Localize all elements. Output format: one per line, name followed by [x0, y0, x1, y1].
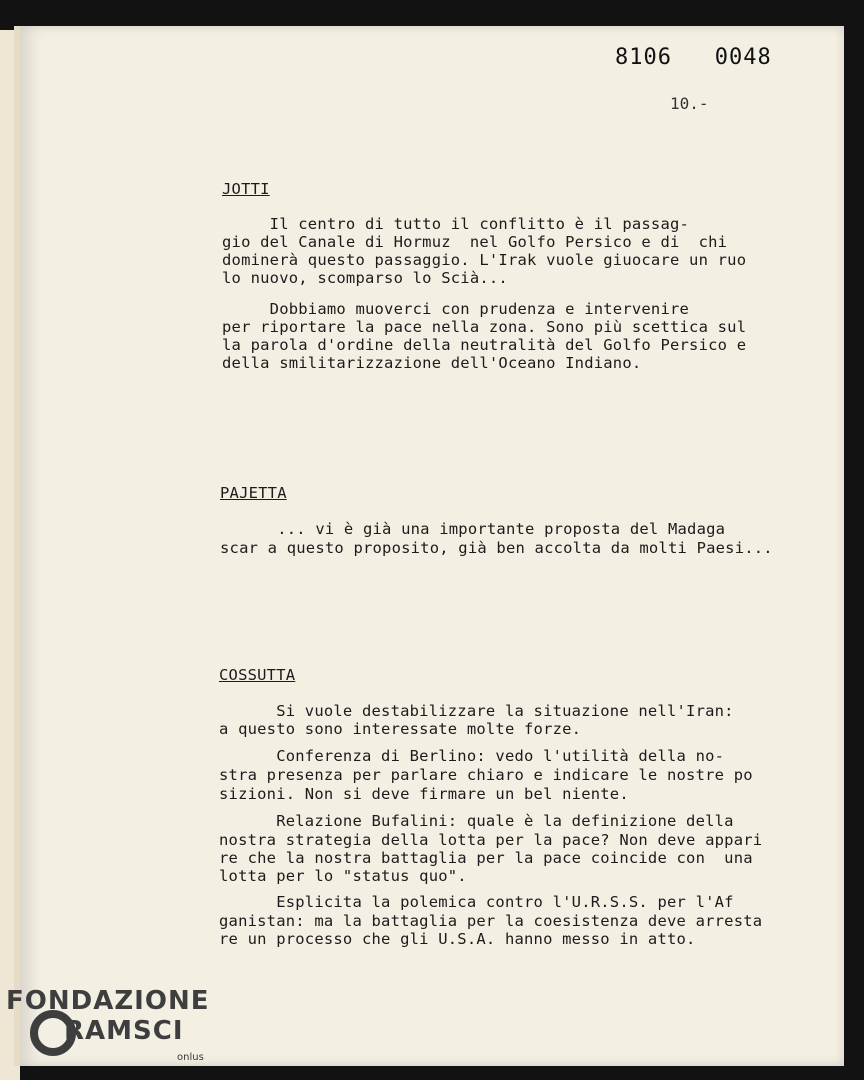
text-line: scar a questo proposito, già ben accolta da molti Paesi...	[220, 539, 773, 557]
text-line: Il centro di tutto il conflitto è il passag-	[222, 215, 690, 233]
speaker-cossutta: COSSUTTA	[219, 666, 296, 684]
text-line: re che la nostra battaglia per la pace coincide con una	[219, 849, 753, 867]
text-line: Conferenza di Berlino: vedo l'utilità della no-	[219, 747, 725, 765]
text-line: della smilitarizzazione dell'Oceano Indiano.	[222, 354, 642, 372]
speaker-pajetta: PAJETTA	[220, 484, 287, 502]
text-line: sizioni. Non si deve firmare un bel niente.	[219, 785, 629, 803]
text-line: Si vuole destabilizzare la situazione nell'Iran:	[219, 702, 734, 720]
page-number: 10.-	[670, 94, 709, 113]
text-line: ganistan: ma la battaglia per la coesistenza deve arresta	[219, 912, 763, 930]
text-line: la parola d'ordine della neutralità del Golfo Persico e	[222, 336, 747, 354]
text-line: Esplicita la polemica contro l'U.R.S.S. per l'Af	[219, 893, 734, 911]
text-line: a questo sono interessate molte forze.	[219, 720, 582, 738]
watermark-logo-line3: onlus	[177, 1052, 204, 1063]
text-line: Relazione Bufalini: quale è la definizione della	[219, 812, 734, 830]
watermark-logo-line1: FONDAZIONE	[6, 986, 210, 1016]
text-line: per riportare la pace nella zona. Sono più scettica sul	[222, 318, 747, 336]
watermark-logo-line2: RAMSCI	[64, 1016, 184, 1046]
text-line: dominerà questo passaggio. L'Irak vuole giuocare un ruo	[222, 251, 747, 269]
archive-code: 8106 0048	[615, 45, 772, 70]
text-line: re un processo che gli U.S.A. hanno messo in atto.	[219, 930, 696, 948]
text-line: gio del Canale di Hormuz nel Golfo Persico e di chi	[222, 233, 728, 251]
speaker-jotti: JOTTI	[222, 180, 270, 198]
text-line: nostra strategia della lotta per la pace? Non deve appari	[219, 831, 763, 849]
text-line: lo nuovo, scomparso lo Scià...	[222, 269, 508, 287]
text-line: ... vi è già una importante proposta del Madaga	[220, 520, 726, 538]
text-line: Dobbiamo muoverci con prudenza e intervenire	[222, 300, 690, 318]
text-line: stra presenza per parlare chiaro e indicare le nostre po	[219, 766, 753, 784]
text-line: lotta per lo "status quo".	[219, 867, 467, 885]
